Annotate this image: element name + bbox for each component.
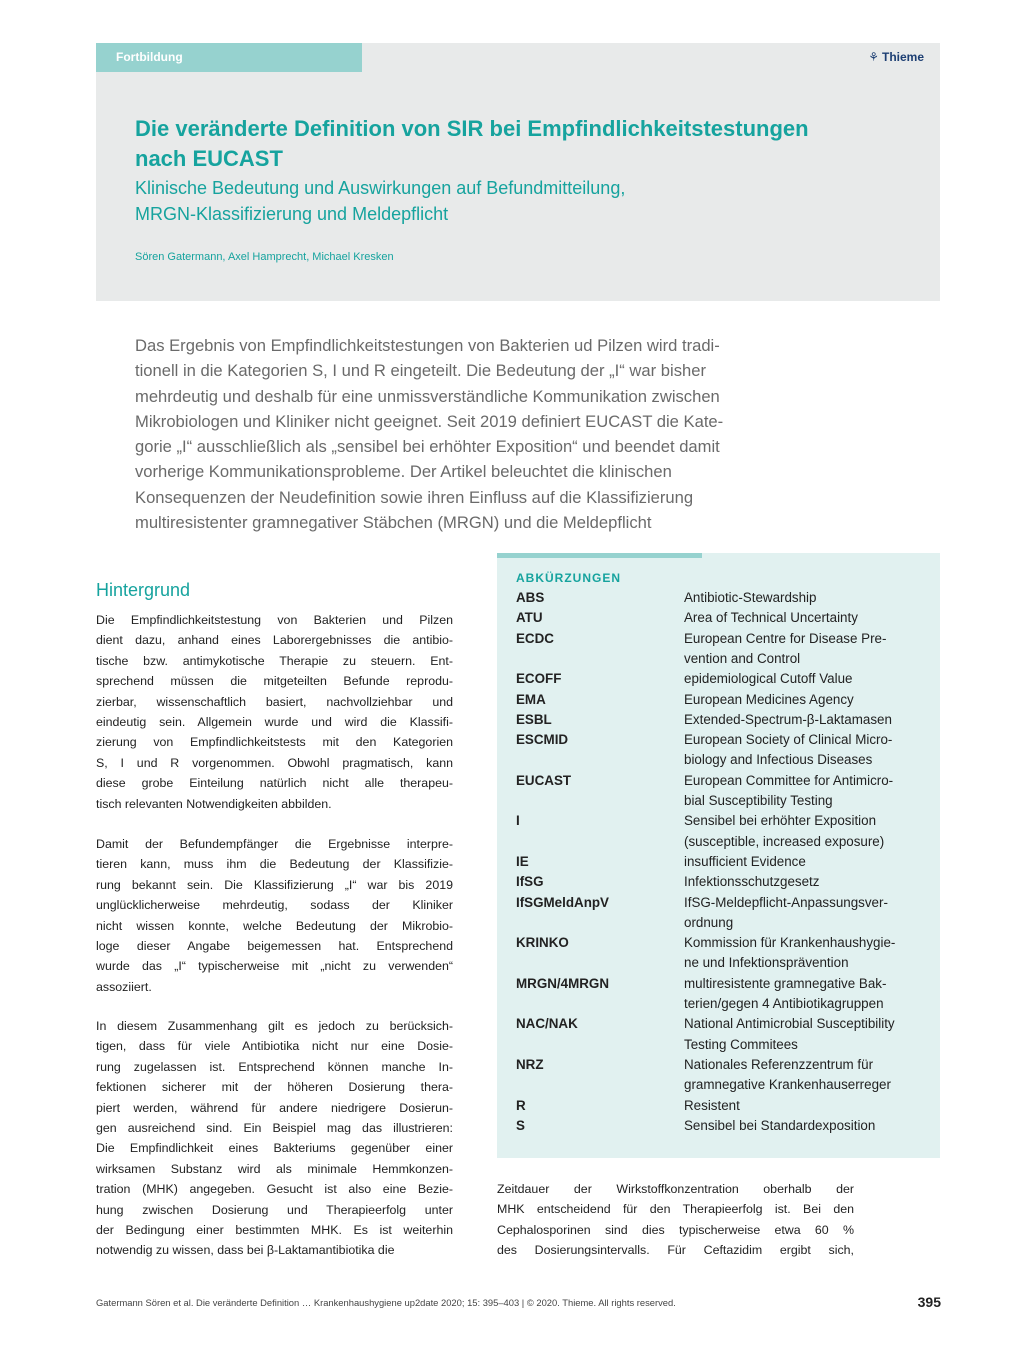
author-list: Sören Gatermann, Axel Hamprecht, Michael Kresken	[135, 251, 394, 263]
definition-line: Nationales Referenzzentrum für	[684, 1056, 874, 1072]
definition-line: bial Susceptibility Testing	[684, 792, 833, 808]
abbreviation-row	[516, 974, 926, 1015]
abstract-line: mehrdeutig und deshalb für eine unmissverständliche Kommunikation zwischen	[135, 386, 720, 406]
abbreviation-definition	[684, 811, 926, 852]
article-title	[135, 114, 915, 174]
text-line: piert werden, während für andere niedrigere Dosierun-	[96, 1100, 453, 1115]
abbreviation-row	[516, 771, 926, 812]
definition-line: Antibiotic-Stewardship	[684, 590, 817, 605]
abbreviation-definition	[684, 771, 926, 812]
definition-line: Testing Commitees	[684, 1036, 798, 1052]
article-subtitle-line: Klinische Bedeutung und Auswirkungen auf Befundmitteilung,	[135, 178, 626, 198]
article-subtitle	[135, 175, 915, 227]
abbreviation-term: ABS	[516, 590, 545, 605]
text-line: des Dosierungsintervalls. Für Ceftazidim ergibt sich,	[497, 1243, 854, 1258]
article-subtitle-line: MRGN-Klassifizierung und Meldepflicht	[135, 204, 449, 224]
text-line: der Bedingung einer bestimmten MHK. Es ist weiterhin	[96, 1223, 453, 1238]
text-line: Die Empfindlichkeit eines Bakteriums gegenüber einer	[96, 1141, 453, 1156]
text-line: wurde das „I“ typischerweise mit „nicht zu verwenden“	[96, 959, 453, 974]
abbreviation-definition	[684, 730, 926, 771]
text-line: Die Empfindlichkeitstestung von Bakterien und Pilzen	[96, 613, 453, 627]
paragraph	[96, 1016, 453, 1261]
text-line: notwendig zu wissen, dass bei β-Laktamantibiotika die	[96, 1243, 395, 1258]
abbreviation-row	[516, 588, 926, 608]
abstract-line: gorie „I“ ausschließlich als „sensibel bei erhöhter Exposition“ und beendet damit	[135, 437, 720, 457]
abbreviation-term: I	[516, 813, 520, 829]
abbreviation-row	[516, 730, 926, 771]
definition-line: (susceptible, increased exposure)	[684, 833, 885, 849]
text-line: Cephalosporinen sind dies typischerweise etwa 60 %	[497, 1222, 854, 1237]
abstract-line: Mikrobiologen und Kliniker nicht geeignet. Seit 2019 definiert EUCAST die Kate-	[135, 411, 724, 431]
text-line: rung bekannt sein. Die Klassifizierung „I“ war bis 2019	[96, 877, 453, 892]
text-line: diese grobe Einteilung natürlich nicht alle therapeu-	[96, 776, 453, 791]
article-header	[96, 72, 940, 301]
abbreviation-definition	[684, 710, 926, 730]
abbreviation-term: IE	[516, 853, 529, 869]
abbreviation-row	[516, 690, 926, 710]
abbreviation-term: KRINKO	[516, 935, 569, 951]
text-line: tigen, dass für viele Antibiotika nicht nur eine Dosie-	[96, 1039, 453, 1054]
definition-line: Sensibel bei Standardexposition	[684, 1117, 876, 1133]
text-line: unglücklicherweise mehrdeutig, sodass der Kliniker	[96, 898, 453, 913]
definition-line: biology and Infectious Diseases	[684, 752, 873, 768]
box-accent-bar	[497, 553, 702, 558]
publisher-name: Thieme	[881, 50, 924, 64]
abbreviation-definition	[684, 893, 926, 934]
abbreviations-title: ABKÜRZUNGEN	[516, 571, 621, 585]
definition-line: National Antimicrobial Susceptibility	[684, 1016, 895, 1032]
definition-line: Kommission für Krankenhaushygie-	[684, 935, 896, 951]
text-line: hung zwischen Dosierung und Therapieerfolg unter	[96, 1202, 453, 1217]
abbreviation-definition	[684, 933, 926, 974]
abbreviation-definition	[684, 669, 926, 689]
abbreviation-row	[516, 608, 926, 628]
abbreviation-definition	[684, 1096, 926, 1116]
paragraph	[96, 834, 453, 997]
abstract-line: Konsequenzen der Neudefinition sowie ihren Einfluss auf die Klassifizierung	[135, 487, 694, 507]
text-line: S, I und R vorgenommen. Obwohl pragmatisch, kann	[96, 755, 453, 770]
text-line: nicht wissen konnte, welche Bedeutung der Mikrobio-	[96, 918, 453, 933]
abbreviation-term: ECDC	[516, 630, 554, 646]
abbreviation-term: MRGN/4MRGN	[516, 975, 609, 991]
abbreviation-row	[516, 872, 926, 892]
abbreviation-definition	[684, 1116, 926, 1136]
definition-line: Resistent	[684, 1097, 740, 1113]
definition-line: Area of Technical Uncertainty	[684, 610, 858, 626]
abstract-line: multiresistenter gramnegativer Stäbchen (MRGN) und die Meldepflicht	[135, 513, 652, 533]
definition-line: Extended-Spectrum-β-Laktamasen	[684, 711, 892, 727]
text-line: eindeutig sein. Allgemein wurde und wird die Klassifi-	[96, 715, 453, 730]
abbreviation-row	[516, 710, 926, 730]
footer-citation: Gatermann Sören et al. Die veränderte Definition … Krankenhaushygiene up2date 2020; 15: 395–403 | © 2020. Thieme. All rights reserved.	[96, 1297, 676, 1308]
abbreviations-box	[497, 553, 940, 1158]
text-line: rung zugelassen ist. Entsprechend können manche In-	[96, 1059, 453, 1074]
definition-line: Sensibel bei erhöhter Exposition	[684, 813, 877, 829]
text-line: In diesem Zusammenhang gilt es jedoch zu berücksich-	[96, 1019, 453, 1033]
text-line: zierbar, wissenschaftlich basiert, nachvollziehbar und	[96, 694, 453, 709]
abbreviation-term: R	[516, 1097, 526, 1113]
abbreviation-definition	[684, 1055, 926, 1096]
text-line: tration (MHK) angegeben. Gesucht ist also eine Bezie-	[96, 1182, 453, 1197]
section-heading: Hintergrund	[96, 580, 191, 600]
abbreviation-term: ESCMID	[516, 732, 569, 748]
text-line: fektionen sicherer mit der höheren Dosierung thera-	[96, 1080, 453, 1095]
definition-line: Infektionsschutzgesetz	[684, 874, 820, 890]
abbreviation-definition	[684, 690, 926, 710]
abbreviation-row	[516, 1055, 926, 1096]
text-line: sprechend müssen die mitgeteilten Befunde reprodu-	[96, 674, 453, 689]
page-number: 395	[917, 1294, 941, 1310]
text-line: assoziiert.	[96, 979, 152, 994]
abbreviation-term: ESBL	[516, 711, 552, 727]
definition-line: terien/gegen 4 Antibiotikagruppen	[684, 995, 884, 1011]
definition-line: ne und Infektionsprävention	[684, 955, 849, 971]
abbreviation-row	[516, 893, 926, 934]
thieme-logo-icon: ⚘	[868, 50, 879, 64]
paragraph-continuation	[497, 1179, 854, 1261]
abbreviation-term: NRZ	[516, 1056, 544, 1072]
text-line: Zeitdauer der Wirkstoffkonzentration oberhalb der	[497, 1182, 854, 1196]
abbreviation-row	[516, 629, 926, 670]
definition-line: multiresistente gramnegative Bak-	[684, 975, 887, 991]
abstract-line: tionell in die Kategorien S, I und R eingeteilt. Die Bedeutung der „I“ war bisher	[135, 361, 706, 381]
text-line: Damit der Befundempfänger die Ergebnisse interpre-	[96, 837, 453, 851]
text-line: loge dieser Angabe beigemessen hat. Entsprechend	[96, 939, 453, 954]
abstract	[135, 333, 825, 535]
text-line: MHK entscheidend für den Therapieerfolg ist. Bei den	[497, 1202, 854, 1217]
text-line: tisch relevanten Notwendigkeiten abbilden.	[96, 796, 332, 811]
abbreviation-term: EUCAST	[516, 772, 572, 788]
text-line: tische bzw. antimykotische Therapie zu steuern. Ent-	[96, 653, 453, 668]
definition-line: gramnegative Krankenhauserreger	[684, 1077, 891, 1093]
abbreviation-definition	[684, 588, 926, 608]
definition-line: European Centre for Disease Pre-	[684, 630, 887, 646]
definition-line: epidemiological Cutoff Value	[684, 671, 853, 687]
definition-line: European Medicines Agency	[684, 691, 854, 707]
abbreviation-row	[516, 1096, 926, 1116]
abbreviation-row	[516, 811, 926, 852]
abbreviation-row	[516, 852, 926, 872]
abbreviation-term: EMA	[516, 691, 546, 707]
abbreviation-definition	[684, 852, 926, 872]
abbreviation-definition	[684, 1014, 926, 1055]
definition-line: European Society of Clinical Micro-	[684, 732, 893, 748]
definition-line: ordnung	[684, 914, 734, 930]
abstract-line: vorherige Kommunikationsprobleme. Der Artikel beleuchtet die klinischen	[135, 462, 672, 482]
abbreviation-row	[516, 1116, 926, 1136]
definition-line: European Committee for Antimicro-	[684, 772, 894, 788]
abbreviation-term: IfSGMeldAnpV	[516, 894, 609, 910]
text-line: gen ausreichend sind. Ein Beispiel mag das illustrieren:	[96, 1121, 453, 1136]
definition-line: insufficient Evidence	[684, 853, 806, 869]
top-bar	[96, 43, 940, 72]
article-title-line: Die veränderte Definition von SIR bei Empfindlichkeitstestungen	[135, 116, 809, 141]
abbreviation-term: IfSG	[516, 874, 544, 890]
abbreviation-term: S	[516, 1117, 525, 1133]
abstract-line: Das Ergebnis von Empfindlichkeitstestungen von Bakterien ud Pilzen wird tradi-	[135, 336, 720, 355]
publisher-logo	[868, 43, 924, 72]
abbreviation-definition	[684, 872, 926, 892]
abbreviation-definition	[684, 608, 926, 628]
abbreviation-term: NAC/NAK	[516, 1016, 578, 1032]
section-label: Fortbildung	[96, 43, 362, 72]
abbreviation-term: ECOFF	[516, 671, 562, 687]
abbreviation-row	[516, 669, 926, 689]
definition-line: vention and Control	[684, 650, 801, 666]
text-line: tieren kann, muss ihm die Bedeutung der Klassifizie-	[96, 857, 453, 872]
abbreviation-term: ATU	[516, 610, 543, 626]
abbreviation-row	[516, 1014, 926, 1055]
text-line: wirksamen Substanz wird als minimale Hemmkonzen-	[96, 1161, 453, 1176]
abbreviation-definition	[684, 974, 926, 1015]
article-title-line: nach EUCAST	[135, 146, 283, 171]
abbreviation-definition	[684, 629, 926, 670]
paragraph	[96, 610, 453, 814]
definition-line: IfSG-Meldepflicht-Anpassungsver-	[684, 894, 888, 910]
text-line: zierung von Empfindlichkeitstests mit den Kategorien	[96, 735, 453, 750]
abbreviation-row	[516, 933, 926, 974]
text-line: dient dazu, anhand eines Laborergebnisses die antibio-	[96, 633, 453, 648]
